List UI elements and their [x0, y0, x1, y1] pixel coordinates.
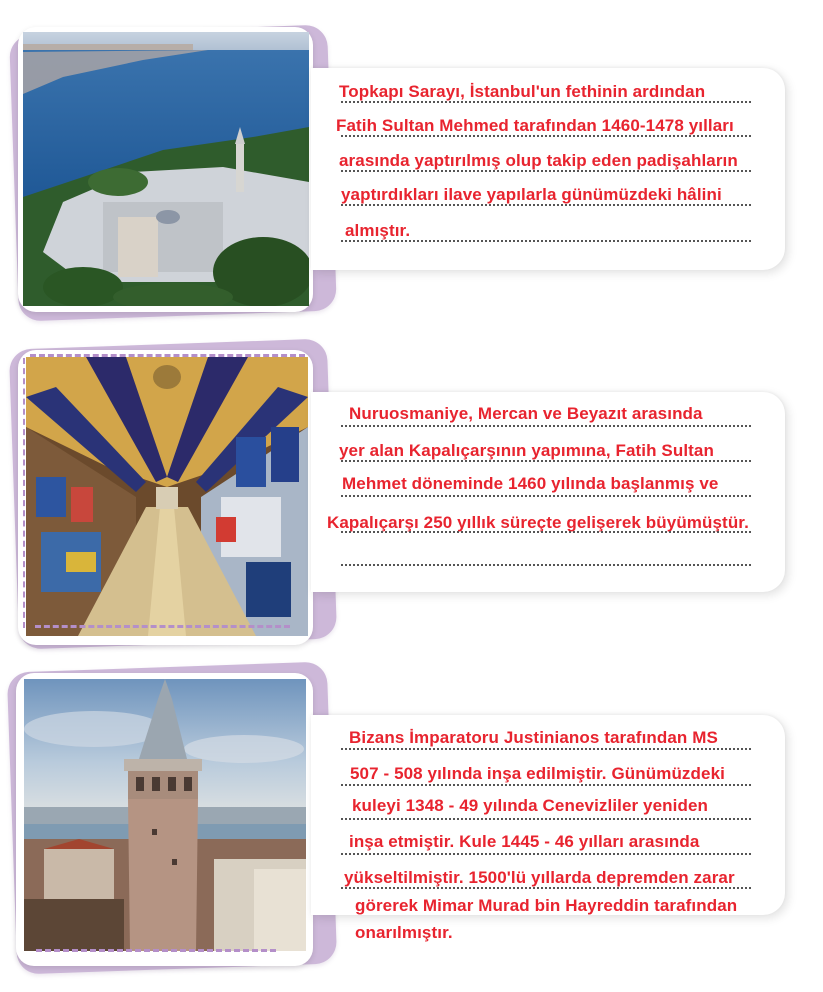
text-line: Nuruosmaniye, Mercan ve Beyazıt arasında: [349, 404, 703, 423]
dotted-line: [341, 887, 751, 889]
card-kapalicarsi: [0, 330, 823, 660]
text-card: [311, 68, 785, 270]
text-card: [311, 715, 785, 915]
text-line: inşa etmiştir. Kule 1445 - 46 yılları arasında: [349, 832, 700, 851]
text-line: onarılmıştır.: [355, 923, 453, 942]
dotted-line: [341, 460, 751, 462]
text-line: yükseltilmiştir. 1500'lü yıllarda depremden zarar: [344, 868, 735, 887]
dashed-border: [30, 354, 305, 357]
dotted-line: [341, 170, 751, 172]
text-line: 507 - 508 yılında inşa edilmiştir. Günümüzdeki: [350, 764, 725, 783]
card-topkapi: [0, 0, 823, 330]
dotted-line: [341, 135, 751, 137]
dotted-line: [341, 748, 751, 750]
text-line: arasında yaptırılmış olup takip eden padişahların: [339, 151, 738, 170]
text-line: kuleyi 1348 - 49 yılında Cenevizliler yeniden: [352, 796, 708, 815]
dashed-border: [23, 358, 25, 628]
dotted-line: [341, 784, 751, 786]
text-line: Fatih Sultan Mehmed tarafından 1460-1478 yılları: [336, 116, 734, 135]
text-line: Topkapı Sarayı, İstanbul'un fethinin ardından: [339, 82, 706, 101]
text-line: Bizans İmparatoru Justinianos tarafından MS: [349, 728, 718, 747]
grand-bazaar-photo: [26, 357, 308, 636]
galata-tower-photo: [24, 679, 306, 951]
text-line: almıştır.: [345, 221, 411, 240]
text-line: görerek Mimar Murad bin Hayreddin tarafından: [355, 896, 738, 915]
dotted-line: [341, 818, 751, 820]
text-card: [311, 392, 785, 592]
dotted-line: [341, 101, 751, 103]
card-galata: [0, 655, 823, 992]
dashed-border: [36, 949, 276, 952]
text-line: yaptırdıkları ilave yapılarla günümüzdeki hâlini: [341, 185, 722, 204]
dotted-line: [341, 240, 751, 242]
text-line: yer alan Kapalıçarşının yapımına, Fatih Sultan: [339, 441, 714, 460]
dotted-line: [341, 853, 751, 855]
dotted-line: [341, 495, 751, 497]
dotted-line: [341, 564, 751, 566]
dotted-line: [341, 425, 751, 427]
topkapi-palace-photo: [23, 32, 309, 306]
dashed-border: [35, 625, 290, 628]
dotted-line: [341, 531, 751, 533]
dotted-line: [341, 204, 751, 206]
text-line: Kapalıçarşı 250 yıllık süreçte gelişerek büyümüştür.: [327, 513, 749, 532]
text-line: Mehmet döneminde 1460 yılında başlanmış ve: [342, 474, 719, 493]
